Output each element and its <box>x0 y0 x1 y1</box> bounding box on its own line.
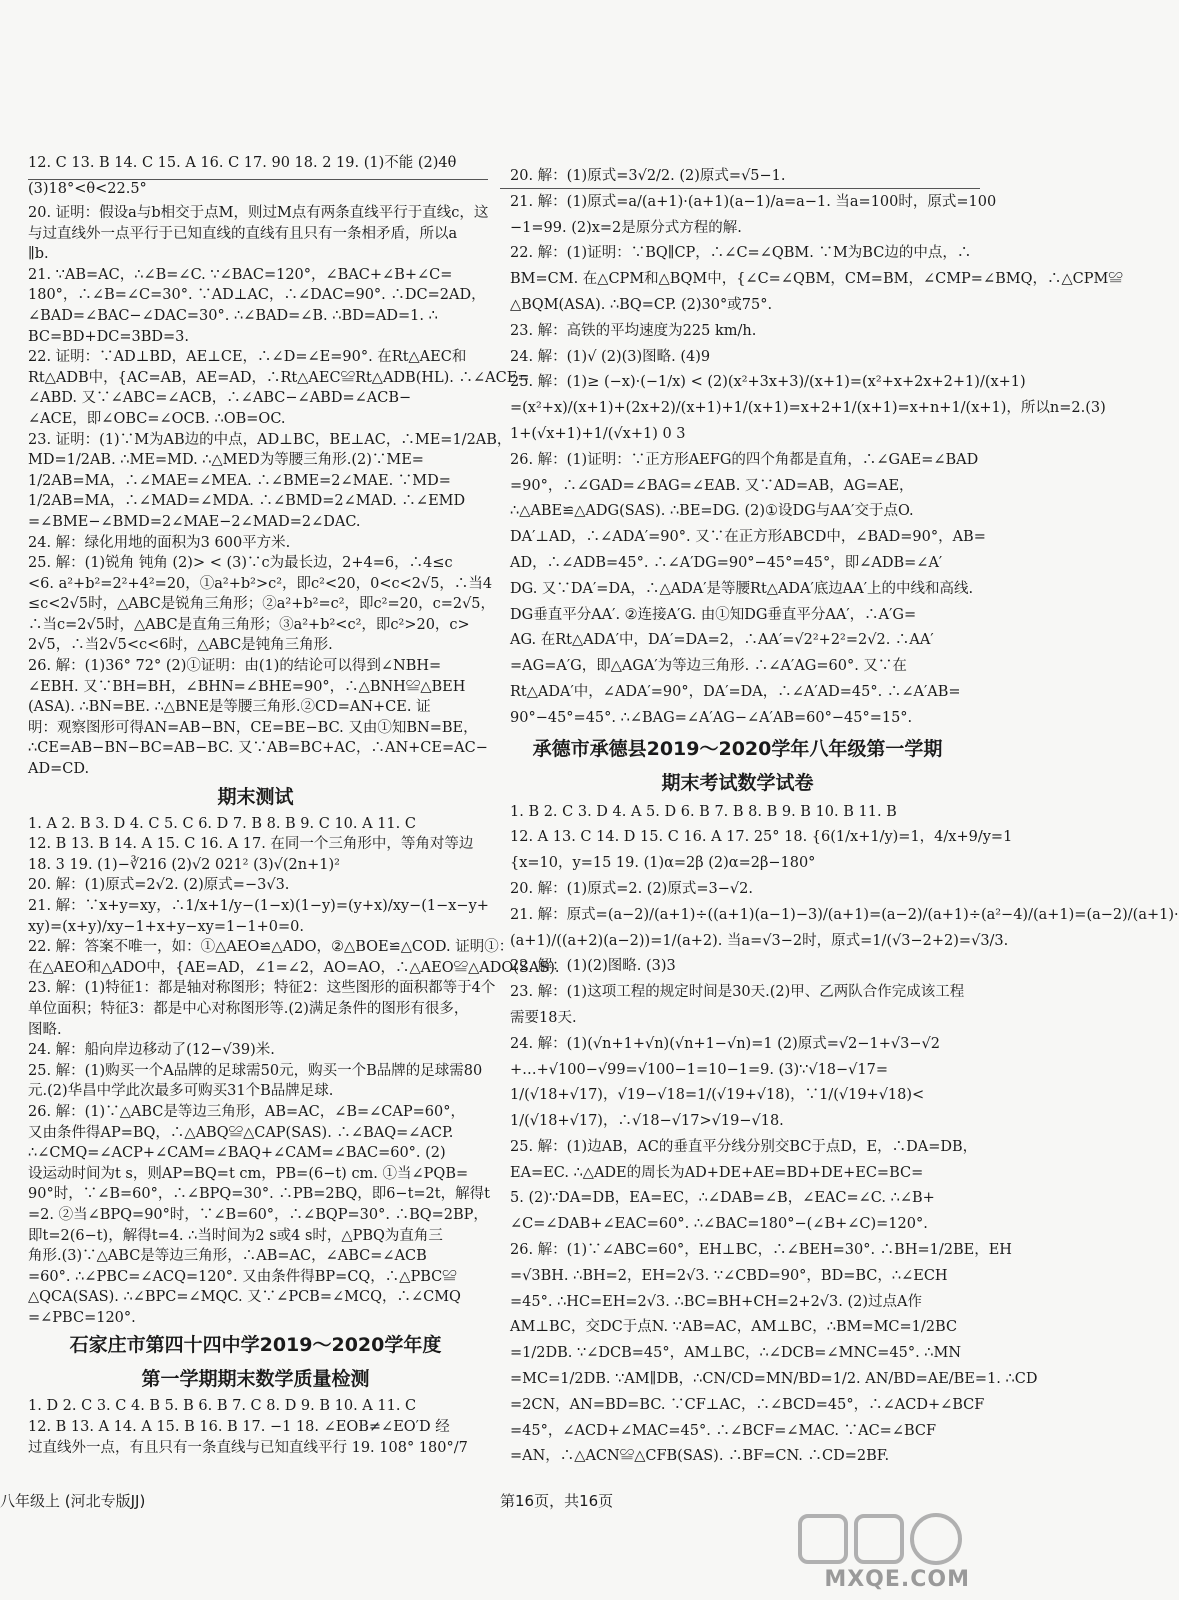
answer-line: 在△AEO和△ADO中，{AE=AD，∠1=∠2，AO=AO，∴△AEO≌△ADO(SAS). <box>28 959 560 976</box>
answer-line: 26. 解：(1)∵△ABC是等边三角形，AB=AC，∠B=∠CAP=60°， <box>28 1103 465 1120</box>
answer-line: 24. 解：(1)√ (2)(3)图略. (4)9 <box>510 348 711 365</box>
answer-line: 又由条件得AP=BQ，∴△ABQ≌△CAP(SAS). ∴∠BAQ=∠ACP. <box>28 1124 454 1141</box>
answer-line: EA=EC. ∴△ADE的周长为AD+DE+AE=BD+DE+EC=BC= <box>510 1164 924 1181</box>
answer-line: =45°，∠ACD+∠MAC=45°. ∴∠BCF=∠MAC. ∵AC=∠BCF <box>510 1422 937 1439</box>
answer-line: 12. C 13. B 14. C 15. A 16. C 17. 90 18. 2 19. (1)不能 (2)4θ <box>28 155 457 171</box>
answer-line: 22. 证明：∵AD⊥BD，AE⊥CE，∴∠D=∠E=90°. 在Rt△AEC和 <box>28 349 467 366</box>
answer-line: 24. 解：绿化用地的面积为3 600平方米. <box>28 534 291 551</box>
answer-line: DG垂直平分AA′. ②连接A′G. 由①知DG垂直平分AA′，∴A′G= <box>510 606 917 623</box>
answer-line: 90°−45°=45°. ∴∠BAG=∠A′AG−∠A′AB=60°−45°=15°. <box>510 709 913 726</box>
answer-line: 设运动时间为t s，则AP=BQ=t cm，PB=(6−t) cm. ①当∠PQB= <box>28 1165 469 1182</box>
answer-line: MD=1/2AB. ∴ME=MD. ∴△MED为等腰三角形.(2)∵ME= <box>28 452 424 469</box>
answer-line: 1. D 2. C 3. C 4. B 5. B 6. B 7. C 8. D 9. B 10. A 11. C <box>28 1398 417 1415</box>
answer-line: 26. 解：(1)36° 72° (2)①证明：由(1)的结论可以得到∠NBH= <box>28 658 442 675</box>
answer-line: 25. 解：(1)边AB，AC的垂直平分线分别交BC于点D，E，∴DA=DB， <box>510 1138 978 1155</box>
answer-line: 26. 解：(1)证明：∵正方形AEFG的四个角都是直角，∴∠GAE=∠BAD <box>510 451 979 468</box>
answer-line: 1/(√18+√17)，∴√18−√17>√19−√18. <box>510 1113 784 1130</box>
answer-line: Rt△ADA′中，∠ADA′=90°，DA′=DA，∴∠A′AD=45°. ∴∠A′AB= <box>510 683 961 700</box>
answer-line: AM⊥BC，交DC于点N. ∵AB=AC，AM⊥BC，∴BM=MC=1/2BC <box>510 1319 958 1336</box>
answer-line: 26. 解：(1)∵∠ABC=60°，EH⊥BC，∴∠BEH=30°. ∴BH=1/2BE，EH <box>510 1242 1012 1259</box>
section-title-final-test: 期末测试 <box>217 785 294 808</box>
answer-line: =60°. ∴∠PBC=∠ACQ=120°. 又由条件得BP=CQ，∴△PBC≌ <box>28 1268 457 1285</box>
answer-line: 1. A 2. B 3. D 4. C 5. C 6. D 7. B 8. B 9. C 10. A 11. C <box>28 815 416 832</box>
answer-line: 需要18天. <box>510 1009 577 1026</box>
answer-line: AD，∴∠ADB=45°. ∴∠A′DG=90°−45°=45°，即∠ADB=∠A′ <box>510 554 943 571</box>
answer-line: 90°时，∵∠B=60°，∴∠BPQ=30°. ∴PB=2BQ，即6−t=2t，解得t <box>28 1186 490 1203</box>
answer-line: 过直线外一点，有且只有一条直线与已知直线平行 19. 108° 180°/7 <box>28 1439 468 1456</box>
footer-book-info: 八年级上 (河北专版JJ) <box>0 1492 146 1510</box>
answer-line: 24. 解：(1)(√n+1+√n)(√n+1−√n)=1 (2)原式=√2−1+√3−√2 <box>510 1035 940 1052</box>
answer-line: =90°，∴∠GAD=∠BAG=∠EAB. 又∵AD=AB，AG=AE， <box>510 477 914 494</box>
answer-line: ∠EBH. 又∵BH=BH，∠BHN=∠BHE=90°，∴△BNH≌△BEH <box>28 678 466 695</box>
answer-line: 20. 解：(1)原式=3√2/2. (2)原式=√5−1. <box>510 168 786 184</box>
answer-line: △BQM(ASA). ∴BQ=CP. (2)30°或75°. <box>510 296 773 313</box>
answer-line: 21. 解：∵x+y=xy，∴1/x+1/y−(1−x)(1−y)=(y+x)/xy−(1−x−y+ <box>28 898 489 914</box>
cd-answers <box>510 800 1179 1471</box>
answer-line: BC=BD+DC=3BD=3. <box>28 328 189 345</box>
answer-line: ∴△ABE≌△ADG(SAS). ∴BE=DG. (2)①设DG与AA′交于点O. <box>510 503 914 520</box>
answer-line: ∠ABD. 又∵∠ABC=∠ACB，∴∠ABC−∠ABD=∠ACB− <box>28 390 412 407</box>
answer-line: 22. 解：(1)证明：∵BQ∥CP，∴∠C=∠QBM. ∵M为BC边的中点，∴ <box>510 245 972 262</box>
answer-line: Rt△ADB中，{AC=AB，AE=AD，∴Rt△AEC≌Rt△ADB(HL). ∴∠ACE= <box>28 369 530 386</box>
answer-line: ∴当c=2√5时，△ABC是直角三角形；③a²+b²<c²，即c²>20，c> <box>28 616 470 633</box>
answer-line: 25. 解：(1)≥ (−x)·(−1/x) < (2)(x²+3x+3)/(x+1)=(x²+x+2x+2+1)/(x+1) <box>510 374 1026 391</box>
answer-line: =AG=A′G，即△AGA′为等边三角形. ∴∠A′AG=60°. 又∵在 <box>510 658 907 675</box>
divider <box>28 179 488 180</box>
answer-line: 18. 3 19. (1)−∛216 (2)√2 021² (3)√(2n+1)² <box>28 856 340 873</box>
answer-line: ∴CE=AB−BN−BC=AB−BC. 又∵AB=BC+AC，∴AN+CE=AC− <box>28 740 488 757</box>
answer-line: AD=CD. <box>28 761 90 778</box>
answer-line: −1=99. (2)x=2是原分式方程的解. <box>510 219 742 236</box>
right-column <box>510 164 1179 1470</box>
section-title-sjz-2: 第一学期期末数学质量检测 <box>141 1368 370 1391</box>
answer-line: =(x²+x)/(x+1)+(2x+2)/(x+1)+1/(x+1)=x+2+1/(x+1)=x+n+1/(x+1)，所以n=2.(3) <box>510 400 1106 417</box>
answer-line: 21. ∵AB=AC，∴∠B=∠C. ∵∠BAC=120°，∠BAC+∠B+∠C= <box>28 266 453 283</box>
answer-line: (3)18°<θ<22.5° <box>28 181 147 197</box>
answer-line: 25. 解：(1)锐角 钝角 (2)> < (3)∵c为最长边，2+4=6，∴4≤c <box>28 555 453 572</box>
answer-line: 1/(√18+√17)，√19−√18=1/(√19+√18)，∵1/(√19+√18)< <box>510 1087 925 1104</box>
section-title-sjz-1: 石家庄市第四十四中学2019～2020学年度 <box>69 1334 442 1357</box>
right-answers <box>510 164 1123 732</box>
answer-line: △QCA(SAS). ∴∠BPC=∠MQC. 又∵∠PCB=∠MCQ，∴∠CMQ <box>28 1289 461 1306</box>
answer-line: DG. 又∵DA′=DA，∴△ADA′是等腰Rt△ADA′底边AA′上的中线和高线. <box>510 580 974 597</box>
answer-line: =1/2DB. ∵∠DCB=45°，AM⊥BC，∴∠DCB=∠MNC=45°. ∴MN <box>510 1345 962 1362</box>
answer-line: DA′⊥AD，∴∠ADA′=90°. 又∵在正方形ABCD中，∠BAD=90°，AB= <box>510 529 986 546</box>
answer-line: 25. 解：(1)购买一个A品牌的足球需50元，购买一个B品牌的足球需80 <box>28 1062 483 1079</box>
answer-line: 1/2AB=MA，∴∠MAE=∠MEA. ∴∠BME=2∠MAE. ∵MD= <box>28 472 451 489</box>
answer-line: (ASA). ∴BN=BE. ∴△BNE是等腰三角形.②CD=AN+CE. 证 <box>28 699 431 716</box>
section-title-cd-1: 承德市承德县2019～2020学年八年级第一学期 <box>532 737 943 760</box>
answer-line: 21. 解：原式=(a−2)/(a+1)÷((a+1)(a−1)−3)/(a+1)=(a−2)/(a+1)÷(a²−4)/(a+1)=(a−2)/(a+1)· <box>510 906 1179 923</box>
answer-line: 明：观察图形可得AN=AB−BN，CE=BE−BC. 又由①知BN=BE， <box>28 719 478 736</box>
footer-page-number: 第16页，共16页 <box>500 1492 614 1510</box>
top-answers <box>28 150 488 202</box>
answer-line: xy)=(x+y)/xy−1+x+y−xy=1−1+0=0. <box>28 918 304 935</box>
answer-line: 1+(√x+1)+1/(√x+1) 0 3 <box>510 425 686 442</box>
answer-line: 图略. <box>28 1021 62 1038</box>
answer-line: =∠BME−∠BMD=2∠MAE−2∠MAD=2∠DAC. <box>28 513 361 530</box>
answer-line: 23. 解：(1)特征1：都是轴对称图形；特征2：这些图形的面积都等于4个 <box>28 980 496 997</box>
answer-line: =2CN，AN=BD=BC. ∵CF⊥AC，∴∠BCD=45°，∴∠ACD+∠BCF <box>510 1396 985 1413</box>
answer-line: AG. 在Rt△ADA′中，DA′=DA=2，∴AA′=√2²+2²=2√2. ∴AA′ <box>510 632 934 649</box>
answer-line: ∴∠CMQ=∠ACP+∠CAM=∠BAQ+∠CAM=∠BAC=60°. (2) <box>28 1145 446 1162</box>
sjz-answers <box>28 1396 483 1458</box>
answer-line: 20. 解：(1)原式=2. (2)原式=3−√2. <box>510 880 753 897</box>
answer-line: 1/2AB=MA，∴∠MAD=∠MDA. ∴∠BMD=2∠MAD. ∴∠EMD <box>28 493 466 510</box>
answer-line: =2. ②当∠BPQ=90°时，∵∠B=60°，∴∠BQP=30°. ∴BQ=2BP， <box>28 1206 488 1223</box>
answer-line: 20. 证明：假设a与b相交于点M，则过M点有两条直线平行于直线c，这 <box>28 205 489 221</box>
answer-line: <6. a²+b²=2²+4²=20，①a²+b²>c²，即c²<20，0<c<2√5，∴当4 <box>28 575 493 592</box>
answer-line: BM=CM. 在△CPM和△BQM中，{∠C=∠QBM，CM=BM，∠CMP=∠BMQ，∴△CPM≌ <box>510 271 1123 288</box>
watermark-text: MXQE.COM <box>824 1567 970 1592</box>
answer-line: 2√5，∴当2√5<c<6时，△ABC是钝角三角形. <box>28 637 333 654</box>
answer-line: =45°. ∴HC=EH=2√3. ∴BC=BH+CH=2+2√3. (2)过点A作 <box>510 1293 922 1310</box>
answer-line: 23. 证明：(1)∵M为AB边的中点，AD⊥BC，BE⊥AC，∴ME=1/2AB， <box>28 431 512 448</box>
answer-line: +…+√100−√99=√100−1=10−1=9. (3)∵√18−√17= <box>510 1061 889 1078</box>
answer-line: 12. B 13. A 14. A 15. B 16. B 17. −1 18. ∠EOB≠∠EO′D 经 <box>28 1419 450 1436</box>
answer-line: (a+1)/((a+2)(a−2))=1/(a+2). 当a=√3−2时，原式=1/(√3−2+2)=√3/3. <box>510 932 1009 949</box>
answer-line: =AN，∴△ACN≌△CFB(SAS). ∴BF=CN. ∴CD=2BF. <box>510 1448 890 1465</box>
answer-line: ∠C=∠DAB+∠EAC=60°. ∴∠BAC=180°−(∠B+∠C)=120°. <box>510 1216 928 1233</box>
answer-line: ∥b. <box>28 246 49 263</box>
answer-line: 单位面积；特征3：都是中心对称图形等.(2)满足条件的图形有很多， <box>28 1000 469 1017</box>
answer-line: {x=10，y=15 19. (1)α=2β (2)α=2β−180° <box>510 855 816 872</box>
answer-line: 22. 解：答案不唯一，如：①△AEO≌△ADO，②△BOE≌△COD. 证明①： <box>28 939 514 956</box>
answer-line: 21. 解：(1)原式=a/(a+1)·(a+1)(a−1)/a=a−1. 当a=100时，原式=100 <box>510 193 997 210</box>
answer-line: 元.(2)华昌中学此次最多可购买31个B品牌足球. <box>28 1083 334 1100</box>
section-title-cd-2: 期末考试数学试卷 <box>661 771 814 794</box>
answer-line: 20. 解：(1)原式=2√2. (2)原式=−3√3. <box>28 877 290 894</box>
answer-line: 即t=2(6−t)，解得t=4. ∴当时间为2 s或4 s时，△PBQ为直角三 <box>28 1227 443 1244</box>
answer-line: ∠BAD=∠BAC−∠DAC=30°. ∴∠BAD=∠B. ∴BD=AD=1. ∴ <box>28 307 438 324</box>
answer-line: 5. (2)∵DA=DB，EA=EC，∴∠DAB=∠B，∠EAC=∠C. ∴∠B+ <box>510 1190 935 1207</box>
answer-line: 12. A 13. C 14. D 15. C 16. A 17. 25° 18. {6(1/x+1/y)=1，4/x+9/y=1 <box>510 829 1013 846</box>
answer-line: ≤c<2√5时，△ABC是锐角三角形；②a²+b²=c²，即c²=20，c=2√5， <box>28 596 496 613</box>
answer-line: 180°，∴∠B=∠C=30°. ∵AD⊥AC，∴∠DAC=90°. ∴DC=2AD， <box>28 287 486 304</box>
answer-line: =√3BH. ∴BH=2，EH=2√3. ∵∠CBD=90°，BD=BC，∴∠ECH <box>510 1267 948 1284</box>
answer-line: =∠PBC=120°. <box>28 1309 136 1326</box>
answer-line: 22. 解：(1)(2)图略. (3)3 <box>510 958 676 975</box>
answer-line: 24. 解：船向岸边移动了(12−√39)米. <box>28 1042 275 1059</box>
answer-line: 23. 解：高铁的平均速度为225 km/h. <box>510 322 757 339</box>
answer-line: 1. B 2. C 3. D 4. A 5. D 6. B 7. B 8. B 9. B 10. B 11. B <box>510 803 897 820</box>
answer-line: 23. 解：(1)这项工程的规定时间是30天.(2)甲、乙两队合作完成该工程 <box>510 984 965 1001</box>
answer-line: 12. B 13. B 14. A 15. C 16. A 17. 在同一个三角形中，等角对等边 <box>28 836 474 853</box>
answer-line: ∠ACE，即∠OBC=∠OCB. ∴OB=OC. <box>28 410 286 427</box>
left-answers <box>28 203 530 780</box>
answer-line: 角形.(3)∵△ABC是等边三角形，∴AB=AC，∠ABC=∠ACB <box>28 1248 427 1265</box>
answer-line: =MC=1/2DB. ∵AM∥DB，∴CN/CD=MN/BD=1/2. AN/BD=AE/BE=1. ∴CD <box>510 1371 1038 1388</box>
answer-line: 与过直线外一点平行于已知直线的直线有且只有一条相矛盾，所以a <box>28 225 458 242</box>
